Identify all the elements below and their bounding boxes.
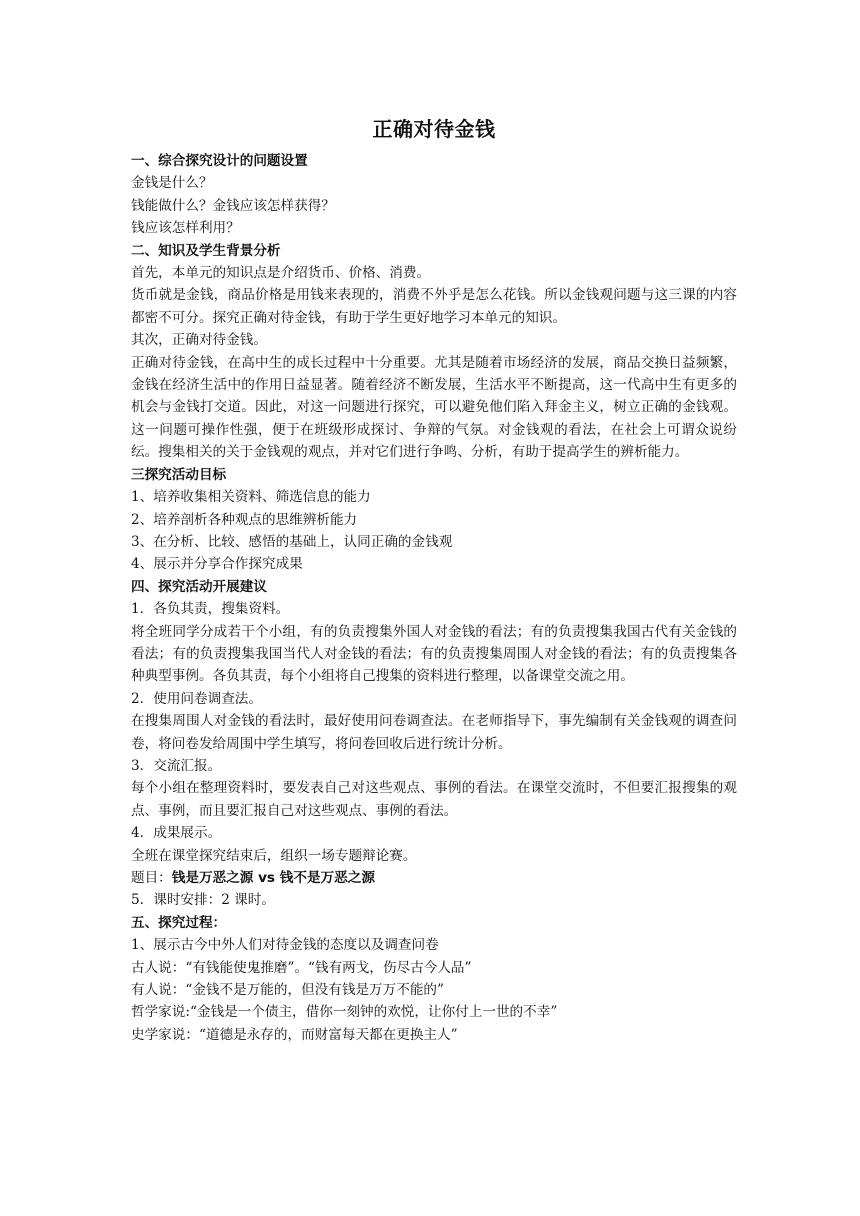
paragraph: 在搜集周围人对金钱的看法时，最好使用问卷调查法。在老师指导下，事先编制有关金钱观的调查问卷，将问卷发给周围中学生填写，将问卷回收后进行统计分析。	[131, 713, 737, 752]
paragraph: 货币就是金钱，商品价格是用钱来表现的，消费不外乎是怎么花钱。所以金钱观问题与这三课的内容都密不可分。探究正确对待金钱，有助于学生更好地学习本单元的知识。	[131, 287, 737, 326]
question-line: 金钱是什么？	[131, 175, 213, 192]
quote-line: 哲学家说:“金钱是一个债主，借你一刻钟的欢悦，让你付上一世的不幸”	[131, 1004, 558, 1021]
document-page	[131, 110, 737, 1046]
goal-item: 2、培养剖析各种观点的思维辨析能力	[131, 511, 358, 528]
step-title: 2．使用问卷调查法。	[131, 690, 262, 707]
question-line: 钱能做什么？金钱应该怎样获得？	[131, 197, 335, 214]
section-heading-1: 一、综合探究设计的问题设置	[131, 153, 308, 169]
question-line: 钱应该怎样利用？	[131, 220, 240, 237]
debate-topic-text: 钱是万恶之源 vs 钱不是万恶之源	[171, 870, 375, 886]
paragraph: 将全班同学分成若干个小组，有的负责搜集外国人对金钱的看法；有的负责搜集我国古代有关金钱的看法；有的负责搜集我国当代人对金钱的看法；有的负责搜集周围人对金钱的看法；有的负责搜集各种典型事例。各负其责，每个小组将自己搜集的资料进行整理，以备课堂交流之用。	[131, 623, 737, 685]
debate-topic	[131, 867, 737, 889]
step-title: 4．成果展示。	[131, 825, 222, 842]
step-title: 1．各负其责，搜集资料。	[131, 601, 290, 618]
goal-item: 4、展示并分享合作探究成果	[131, 556, 303, 573]
section-heading-5: 五、探究过程：	[131, 914, 227, 931]
paragraph: 其次，正确对待金钱。	[131, 332, 267, 349]
step-title: 3．交流汇报。	[131, 757, 222, 774]
quote-line: 有人说：“金钱不是万能的，但没有钱是万万不能的”	[131, 982, 444, 999]
section-heading-3: 三探究活动目标	[131, 466, 227, 483]
page-title: 正确对待金钱	[372, 117, 496, 141]
section-heading-2: 二、知识及学生背景分析	[131, 242, 281, 259]
paragraph: 每个小组在整理资料时，要发表自己对这些观点、事例的看法。在课堂交流时，不但要汇报搜集的观点、事例，而且要汇报自己对这些观点、事例的看法。	[131, 780, 737, 819]
paragraph: 首先，本单元的知识点是介绍货币、价格、消费。	[131, 265, 431, 282]
section-heading-4: 四、探究活动开展建议	[131, 578, 267, 595]
quote-line: 史学家说：“道德是永存的，而财富每天都在更换主人”	[131, 1026, 458, 1043]
process-line: 1、展示古今中外人们对待金钱的态度以及调查问卷	[131, 937, 439, 954]
step-title: 5．课时安排：2 课时。	[131, 892, 275, 909]
paragraph: 全班在课堂探究结束后，组织一场专题辩论赛。	[131, 847, 417, 864]
quote-line: 古人说：“有钱能使鬼推磨”。“钱有两戈，伤尽古今人品”	[131, 959, 472, 976]
goal-item: 3、在分析、比较、感悟的基础上，认同正确的金钱观	[131, 533, 453, 550]
debate-topic-label: 题目：	[131, 870, 172, 886]
paragraph: 正确对待金钱，在高中生的成长过程中十分重要。尤其是随着市场经济的发展，商品交换日益频繁，金钱在经济生活中的作用日益显著。随着经济不断发展，生活水平不断提高，这一代高中生有更多的机会与金钱打交道。因此，对这一问题进行探究，可以避免他们陷入拜金主义，树立正确的金钱观。这一问题可操作性强，便于在班级形成探讨、争辩的气氛。对金钱观的看法，在社会上可谓众说纷纭。搜集相关的关于金钱观的观点，并对它们进行争鸣、分析，有助于提高学生的辨析能力。	[131, 354, 737, 461]
goal-item: 1、培养收集相关资料、筛选信息的能力	[131, 489, 371, 506]
